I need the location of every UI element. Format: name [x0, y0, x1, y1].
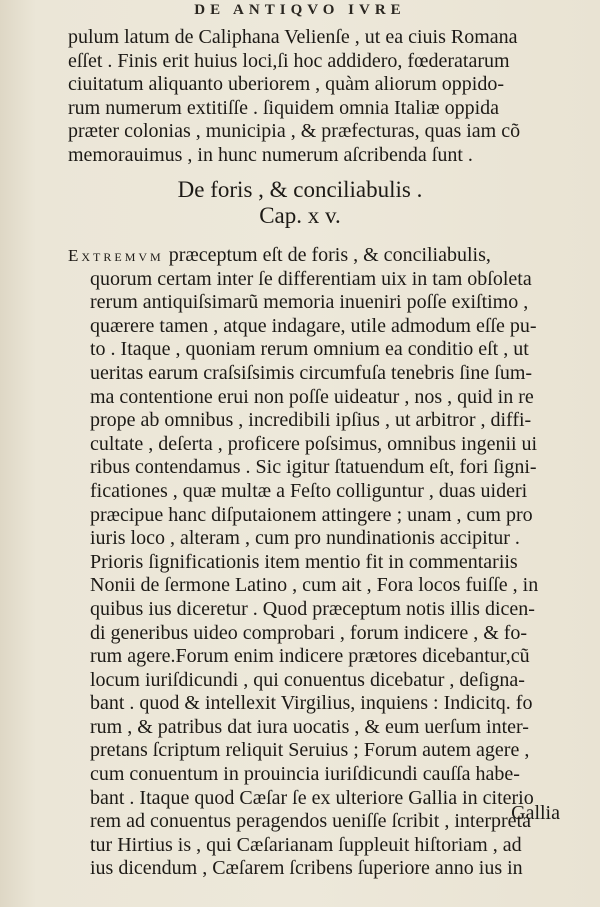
text-line: Nonii de ſermone Latino , cum ait , Fora locos fuiſſe , in	[90, 574, 539, 597]
text-line: rum agere.Forum enim indicere prætores dicebantur,cũ	[90, 645, 530, 668]
text-line: cultate , deſerta , proficere poſsimus, omnibus ingenii ui	[90, 432, 538, 455]
text-line: ius dicendum , Cæſarem ſcribens ſuperiore anno ius in	[90, 857, 523, 880]
text-line: præcipue hanc diſputaionem attingere ; unam , cum pro	[90, 503, 533, 526]
intro-paragraph	[68, 26, 560, 168]
first-line-text: præceptum eſt de foris , & conciliabulis,	[168, 244, 491, 266]
text-line: prope ab omnibus , incredibili ipſius , ut arbitror , diffi-	[90, 409, 532, 432]
text-line: pulum latum de Caliphana Velienſe , ut ea ciuis Romana	[68, 26, 518, 48]
opening-word: Extremvm	[68, 246, 164, 265]
first-line	[68, 244, 562, 268]
text-line: di generibus uideo comprobari , forum indicere , & fo-	[90, 621, 528, 644]
running-head: DE ANTIQVO IVRE	[194, 2, 406, 18]
text-line: ficationes , quæ multæ a Feſto colliguntur , duas uideri	[90, 479, 528, 502]
text-line: rem ad conuentus peragendos ueniſſe ſcribit , interpreta	[90, 810, 531, 833]
catchword: Gallia	[511, 802, 560, 824]
text-line: memorauimus , in hunc numerum aſcribenda ſunt .	[68, 143, 473, 166]
text-line: Prioris ſignificationis item mentio fit in commentariis	[90, 550, 518, 573]
text-line: to . Itaque , quoniam rerum omnium ea conditio eſt , ut	[90, 338, 529, 361]
text-line: iuris loco , alteram , cum pro nundinationis accipitur .	[90, 527, 520, 550]
text-line: præter colonias , municipia , & præfecturas, quas iam cõ	[68, 120, 521, 143]
text-line: quorum certam inter ſe differentiam uix in tam obſoleta	[90, 267, 532, 290]
text-line: ciuitatum aliquanto uberiorem , quàm aliorum oppido-	[68, 73, 505, 96]
text-line: rum numerum extitiſſe . ſiquidem omnia Italiæ oppida	[68, 96, 500, 119]
chapter-title: De foris , & conciliabulis .	[177, 177, 423, 202]
text-line: pretans ſcriptum reliquit Seruius ; Forum autem agere ,	[90, 739, 530, 762]
text-line: tur Hirtius is , qui Cæſarianam ſuppleuit hiſtoriam , ad	[90, 833, 522, 856]
text-line: ueritas earum craſsiſsimis circumfuſa tenebris ſine ſum-	[90, 361, 533, 384]
text-line: ribus contendamus . Sic igitur ſtatuendum eſt, fori ſigni-	[90, 456, 537, 479]
text-line: bant . Itaque quod Cæſar ſe ex ulteriore Gallia in citerio	[90, 786, 534, 809]
text-line: quibus ius diceretur . Quod præceptum notis illis dicen-	[90, 597, 535, 620]
chapter-number: Cap. x v.	[259, 203, 341, 228]
text-line: rerum antiquiſsimarũ memoria inueniri poſſe exiſtimo ,	[90, 291, 529, 314]
text-line: ma contentione erui non poſſe uideatur , nos , quid in re	[90, 385, 534, 408]
text-line: bant . quod & intellexit Virgilius, inquiens : Indicitq. fo	[90, 692, 533, 715]
text-line: eſſet . Finis erit huius loci,ſi hoc addidero, fœderatarum	[68, 49, 510, 72]
text-line: locum iuriſdicundi , qui conuentus dicebatur , deſigna-	[90, 668, 525, 691]
text-line: rum , & patribus dat iura uocatis , & eum uerſum inter-	[90, 715, 529, 738]
text-line: quærere tamen , atque indagare, utile admodum eſſe pu-	[90, 314, 537, 337]
text-line: cum conuentum in prouincia iuriſdicundi cauſſa habe-	[90, 763, 520, 786]
chapter-body	[68, 244, 562, 881]
